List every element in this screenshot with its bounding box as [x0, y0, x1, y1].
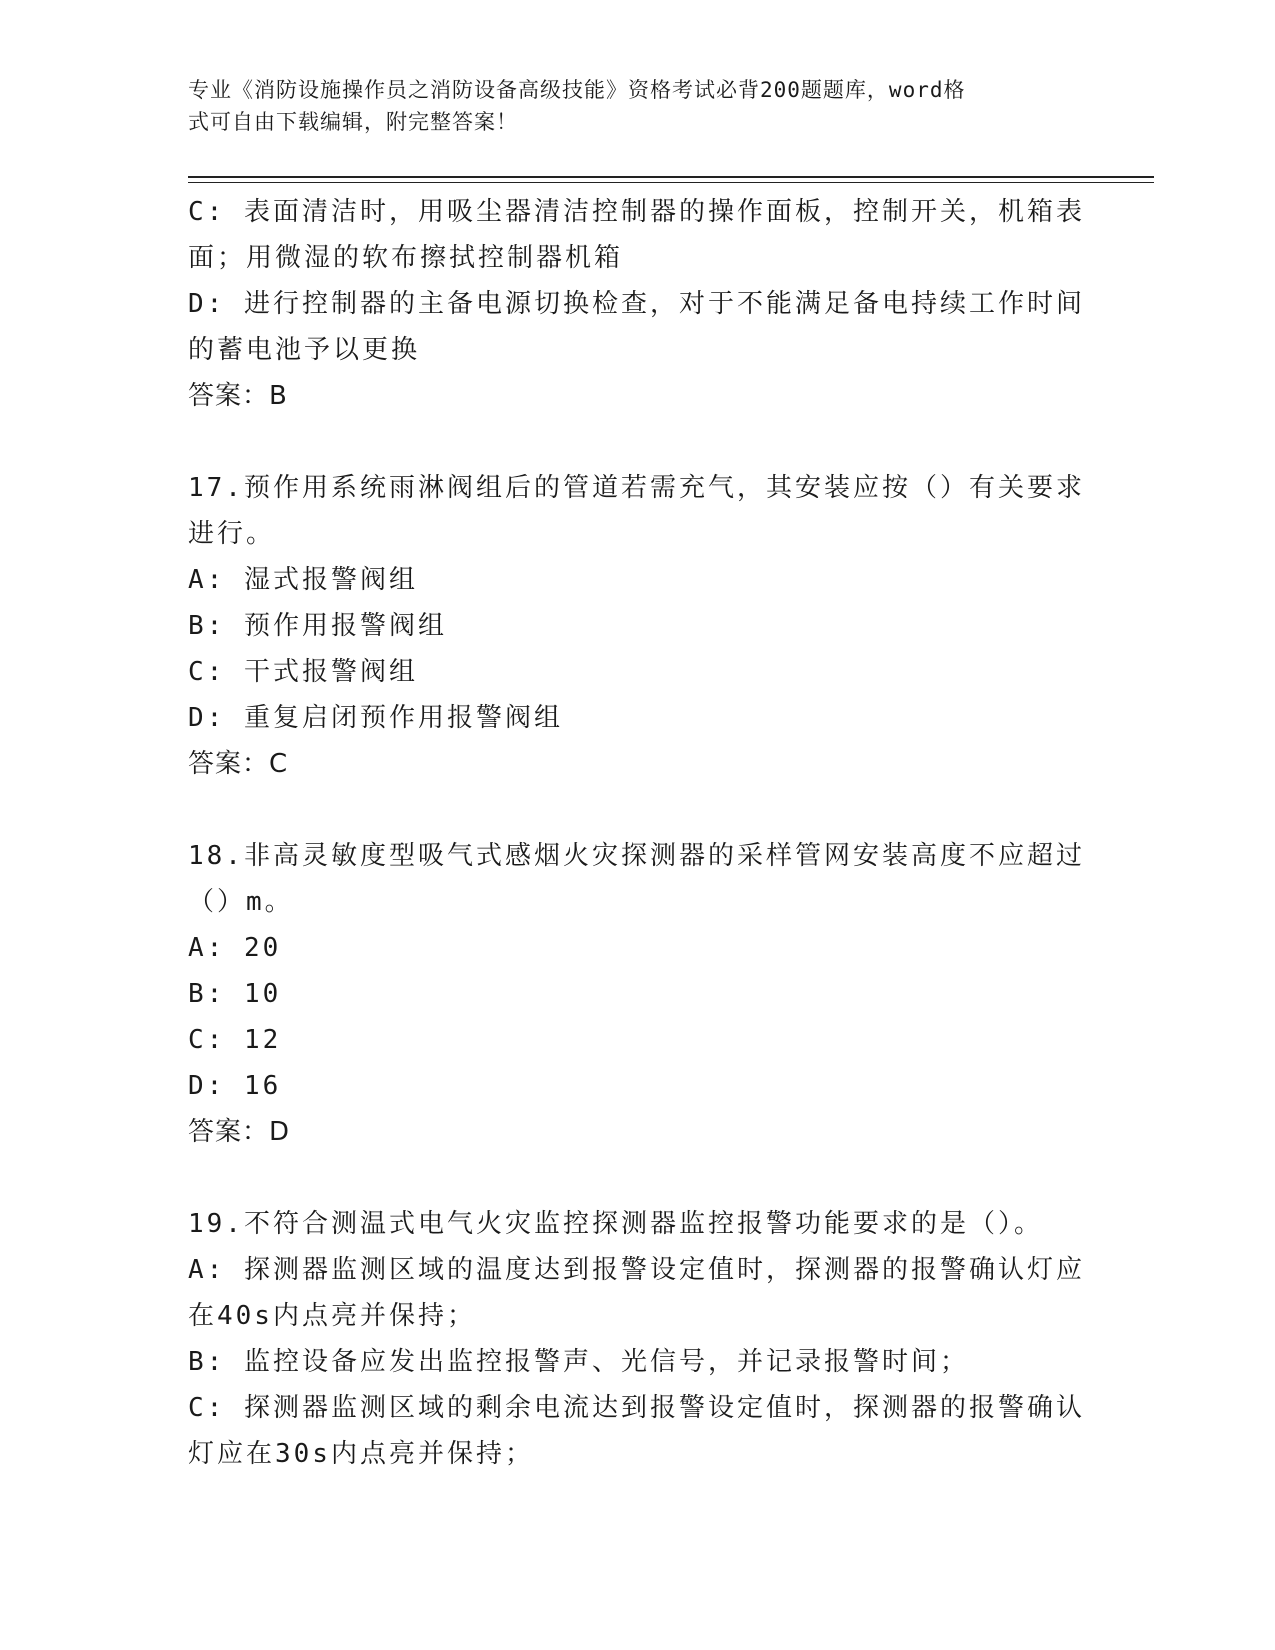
answer-line: 答案：D — [188, 1117, 291, 1147]
spacer — [188, 787, 1088, 833]
option-d-line-2: 的蓄电池予以更换 — [188, 335, 421, 365]
option-b: B: 预作用报警阀组 — [188, 611, 447, 641]
option-c: C: 干式报警阀组 — [188, 657, 418, 687]
option-c-line-2: 面；用微湿的软布擦拭控制器机箱 — [188, 243, 624, 273]
option-d: D: 重复启闭预作用报警阀组 — [188, 703, 563, 733]
header-line-1: 专业《消防设施操作员之消防设备高级技能》资格考试必背200题题库，word格 — [188, 78, 966, 102]
option-a-line-2: 在40s内点亮并保持； — [188, 1301, 476, 1331]
answer-line: 答案：C — [188, 749, 289, 779]
option-b: B: 10 — [188, 979, 282, 1009]
option-a: A: 20 — [188, 933, 282, 963]
header-divider-thick — [188, 176, 1154, 178]
question-stem-line-2: （）m。 — [188, 887, 294, 917]
question-stem-line-2: 进行。 — [188, 519, 276, 549]
option-c-line-2: 灯应在30s内点亮并保持； — [188, 1439, 534, 1469]
answer-line: 答案：B — [188, 381, 288, 411]
question-stem-line-1: 17.预作用系统雨淋阀组后的管道若需充气，其安装应按（）有关要求 — [188, 473, 1085, 503]
header-divider-thin — [188, 182, 1154, 183]
question-19 — [188, 1201, 1088, 1477]
option-a-line-1: A: 探测器监测区域的温度达到报警设定值时，探测器的报警确认灯应 — [188, 1255, 1085, 1285]
spacer — [188, 1155, 1088, 1201]
option-c-line-1: C: 表面清洁时，用吸尘器清洁控制器的操作面板，控制开关，机箱表 — [188, 197, 1085, 227]
spacer — [188, 419, 1088, 465]
prev-question-block — [188, 189, 1088, 419]
question-stem-line-1: 18.非高灵敏度型吸气式感烟火灾探测器的采样管网安装高度不应超过 — [188, 841, 1085, 871]
header-line-2: 式可自由下载编辑，附完整答案！ — [188, 110, 518, 134]
option-c-line-1: C: 探测器监测区域的剩余电流达到报警设定值时，探测器的报警确认 — [188, 1393, 1085, 1423]
question-stem-line-1: 19.不符合测温式电气火灾监控探测器监控报警功能要求的是（）。 — [188, 1209, 1043, 1239]
option-b: B: 监控设备应发出监控报警声、光信号，并记录报警时间； — [188, 1347, 969, 1377]
option-d-line-1: D: 进行控制器的主备电源切换检查，对于不能满足备电持续工作时间 — [188, 289, 1085, 319]
question-17 — [188, 465, 1088, 787]
document-body — [188, 189, 1088, 1477]
option-c: C: 12 — [188, 1025, 282, 1055]
option-a: A: 湿式报警阀组 — [188, 565, 418, 595]
option-d: D: 16 — [188, 1071, 282, 1101]
question-18 — [188, 833, 1088, 1155]
document-header — [188, 74, 1068, 138]
